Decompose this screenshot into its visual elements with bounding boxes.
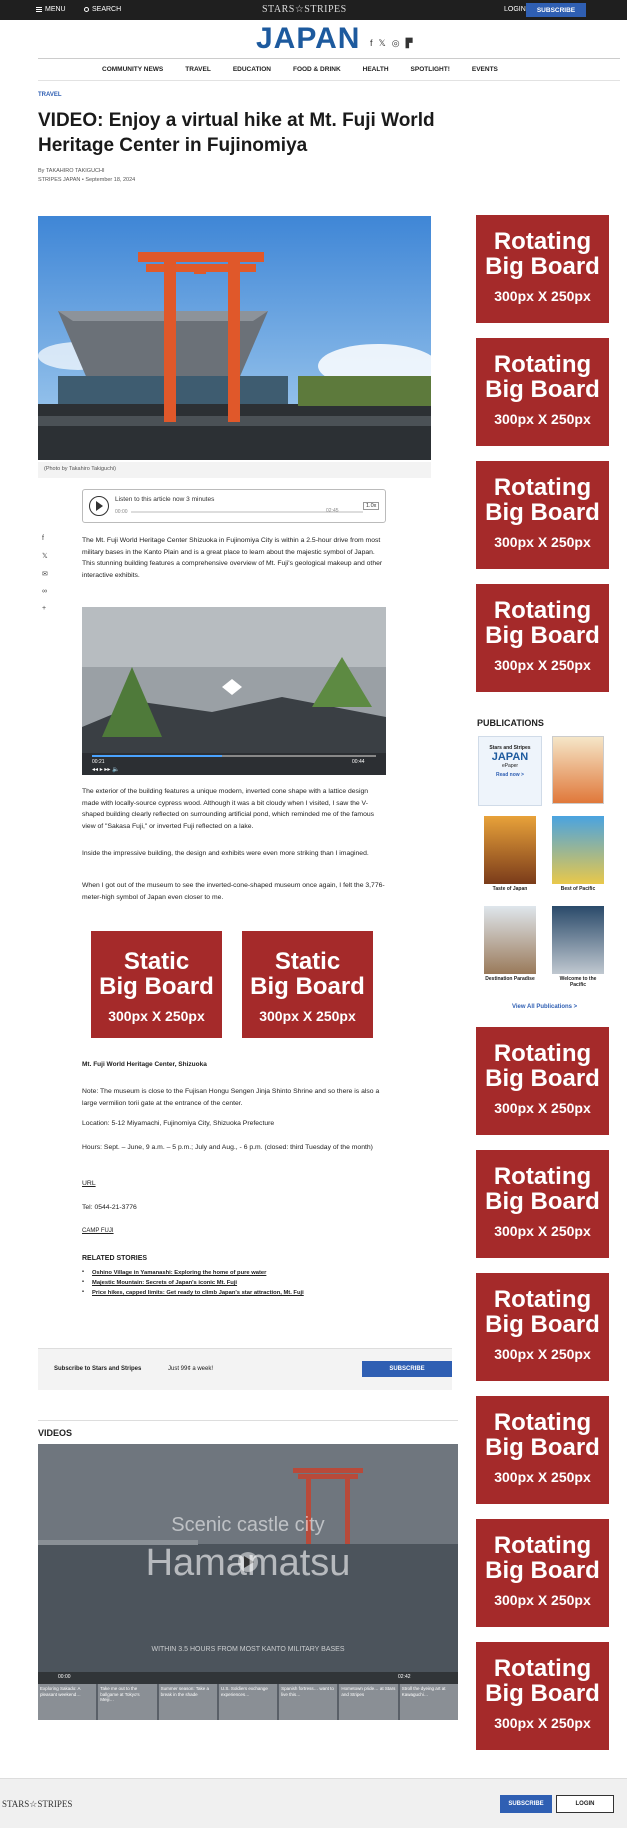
video-thumbnail[interactable]	[339, 1684, 397, 1720]
ad-label: Rotating	[493, 228, 592, 255]
rotating-ad[interactable]	[476, 338, 609, 446]
more-share-icon[interactable]: +	[42, 605, 47, 612]
article-video[interactable]	[82, 607, 386, 775]
video-thumbnails	[38, 1684, 458, 1720]
ad-label: Rotating	[493, 474, 592, 501]
videos-heading: VIDEOS	[38, 1428, 73, 1438]
hamburger-icon	[36, 7, 42, 12]
ad-label: Big Board	[485, 1434, 600, 1461]
info-heading: Mt. Fuji World Heritage Center, Shizuoka	[82, 1061, 207, 1068]
ad-label: Rotating	[493, 351, 592, 378]
ad-label: Big Board	[250, 973, 365, 1000]
static-ad[interactable]	[242, 931, 373, 1038]
epaper-cover[interactable]	[552, 736, 604, 804]
audio-duration: 02:45	[326, 508, 339, 514]
photo-caption: (Photo by Takahiro Takiguchi)	[38, 462, 431, 478]
paragraph: The exterior of the building features a unique modern, inverted cone shape with a lattice design made with locally-source cypress wood. Although it was a bit cloudy when I visited, I saw the V-shaped building clearly reflected on surrounding artificial pond, which reminded me of the famous view of "Sakasa Fuji," or inverted Fuji reflected on a lake.	[82, 788, 375, 830]
article-title: VIDEO: Enjoy a virtual hike at Mt. Fuji World Heritage Center in Fujinomiya	[38, 110, 435, 156]
epaper-brand: Stars and Stripes	[489, 745, 531, 751]
related-link[interactable]: • Oshino Village in Yamanashi: Exploring the home of pure water	[82, 1270, 402, 1276]
flipboard-icon[interactable]: ▛	[405, 38, 413, 48]
rotating-ad[interactable]	[476, 1027, 609, 1135]
email-share-icon[interactable]: ✉	[42, 571, 48, 578]
static-ad[interactable]	[91, 931, 222, 1038]
social-links	[370, 38, 413, 49]
video-thumbnail[interactable]	[219, 1684, 277, 1720]
ad-size: 300px X 250px	[494, 1715, 591, 1731]
ad-label: Static	[123, 948, 190, 975]
publication-best-of-pacific[interactable]	[552, 816, 604, 892]
publication-label: Taste of Japan	[492, 886, 528, 892]
related-link[interactable]: • Price hikes, capped limits: Get ready to climb Japan's star attraction, Mt. Fuji	[82, 1290, 402, 1296]
ad-label: Big Board	[99, 973, 214, 1000]
epaper-title: JAPAN	[491, 751, 529, 763]
publication-taste-of-japan[interactable]	[484, 816, 536, 892]
info-note: Note: The museum is close to the Fujisan Hongu Sengen Jinja Shinto Shrine and so there is also a large vermilion torii gate at the entrance of the center.	[82, 1088, 380, 1107]
nav-events[interactable]: EVENTS	[471, 66, 498, 73]
ad-size: 300px X 250px	[259, 1008, 356, 1024]
audio-player	[82, 489, 386, 523]
ad-label: Big Board	[485, 376, 600, 403]
related-heading: RELATED STORIES	[82, 1255, 148, 1262]
epaper-card[interactable]	[478, 736, 542, 806]
rotating-ad[interactable]	[476, 1519, 609, 1627]
ad-size: 300px X 250px	[494, 1592, 591, 1608]
footer-logo[interactable]: STARS☆STRIPES	[2, 1799, 73, 1809]
url-link[interactable]: URL	[82, 1180, 96, 1187]
thumbnail-title: Stroll the dyeing art at Kawaguchi…	[401, 1686, 446, 1697]
paragraph: When I got out of the museum to see the inverted-cone-shaped museum once again, I felt the 3,776-meter-high symbol of Japan even closer to me.	[82, 882, 385, 901]
info-tel: Tel: 0544-21-3776	[82, 1204, 137, 1211]
ad-size: 300px X 250px	[108, 1008, 205, 1024]
thumbnail-title: Hometown pride… at Stars and Stripes	[341, 1686, 396, 1697]
paragraph: Inside the impressive building, the design and exhibits were even more striking than I imagined.	[82, 850, 369, 857]
rotating-ad[interactable]	[476, 1273, 609, 1381]
video-thumbnail[interactable]	[38, 1684, 96, 1720]
ad-size: 300px X 250px	[494, 657, 591, 673]
nav-education[interactable]: EDUCATION	[232, 66, 271, 73]
ad-size: 300px X 250px	[494, 411, 591, 427]
ad-label: Rotating	[493, 1655, 592, 1682]
related-link[interactable]: • Majestic Mountain: Secrets of Japan's iconic Mt. Fuji	[82, 1280, 402, 1286]
info-hours: Hours: Sept. – June, 9 a.m. – 5 p.m.; July and Aug., - 6 p.m. (closed: third Tuesday of the month)	[82, 1144, 373, 1151]
rotating-ad[interactable]	[476, 1396, 609, 1504]
publisher-date: STRIPES JAPAN • September 18, 2024	[38, 177, 136, 183]
ad-label: Big Board	[485, 499, 600, 526]
video-thumbnail[interactable]	[98, 1684, 156, 1720]
search-label: SEARCH	[92, 6, 122, 13]
video-duration: 02:42	[398, 1674, 411, 1680]
speed-control[interactable]: 1.0x	[363, 502, 379, 510]
share-rail	[42, 535, 48, 612]
divider	[38, 58, 620, 59]
footer-login-button[interactable]: LOGIN	[556, 1795, 614, 1813]
ad-label: Rotating	[493, 1040, 592, 1067]
rotating-ad[interactable]	[476, 1642, 609, 1750]
publication-welcome-to-the-pacific[interactable]	[552, 906, 604, 988]
ad-label: Big Board	[485, 1557, 600, 1584]
play-icon[interactable]	[89, 496, 109, 516]
ad-label: Big Board	[485, 1065, 600, 1092]
menu-label: MENU	[45, 6, 66, 13]
thumbnail-title: Spanish fortress… want to live this…	[281, 1686, 334, 1697]
search-button[interactable]	[84, 6, 121, 13]
hero-image	[38, 216, 431, 460]
thumbnail-title: Exploring Sakado: A pleasant weekend…	[40, 1686, 81, 1697]
video-thumbnail[interactable]	[279, 1684, 337, 1720]
main-nav	[102, 66, 498, 73]
ad-label: Static	[274, 948, 341, 975]
site-logo[interactable]: STARS☆STRIPES	[262, 4, 347, 15]
sticky-footer	[0, 1778, 627, 1828]
publication-label: Welcome to the Pacific	[559, 976, 597, 988]
audio-current-time: 00:00	[115, 509, 128, 515]
author[interactable]: By TAKAHIRO TAKIGUCHI	[38, 168, 105, 174]
ad-size: 300px X 250px	[494, 1223, 591, 1239]
instagram-icon[interactable]: ◎	[391, 38, 400, 48]
video-thumbnail[interactable]	[159, 1684, 217, 1720]
x-icon[interactable]: 𝕏	[378, 38, 386, 48]
thumbnail-title: Take me out to the ballgame at Tokyo's Meiji…	[100, 1686, 140, 1702]
ad-size: 300px X 250px	[494, 1100, 591, 1116]
subscribe-price: Just 99¢ a week!	[168, 1366, 214, 1372]
facebook-share-icon[interactable]: f	[42, 535, 44, 542]
video-current-time: 00:21	[92, 759, 105, 765]
subscribe-band	[38, 1348, 452, 1390]
ad-size: 300px X 250px	[494, 1346, 591, 1362]
ad-label: Rotating	[493, 1409, 592, 1436]
top-bar	[0, 0, 627, 20]
video-current-time: 00:00	[58, 1674, 71, 1680]
ad-size: 300px X 250px	[494, 288, 591, 304]
ad-label: Big Board	[485, 622, 600, 649]
rotating-ad[interactable]	[476, 1150, 609, 1258]
audio-label: Listen to this article now 3 minutes	[115, 496, 215, 503]
facebook-icon[interactable]: f	[370, 38, 373, 48]
related-list	[82, 1270, 402, 1300]
ad-size: 300px X 250px	[494, 534, 591, 550]
paragraph: The Mt. Fuji World Heritage Center Shizuoka in Fujinomiya City is within a 2.5-hour drive from most military bases in the Kanto Plain and is a great place to learn about the majestic symbol of Japan. This stunning building features a comprehensive overview of Mt. Fuji's geological makeup and other interactive exhibits.	[82, 537, 383, 579]
section-brand[interactable]: JAPAN	[256, 22, 361, 55]
publication-label: Destination Paradise	[485, 976, 535, 982]
subscribe-text: Subscribe to Stars and Stripes	[54, 1366, 142, 1372]
rotating-ad[interactable]	[476, 461, 609, 569]
nav-spotlight[interactable]: SPOTLIGHT!	[410, 66, 450, 73]
divider	[38, 80, 620, 81]
video-overlay-title: Scenic castle city	[171, 1514, 325, 1536]
view-all-publications-link[interactable]: View All Publications >	[512, 1004, 578, 1010]
nav-health[interactable]: HEALTH	[362, 66, 389, 73]
nav-food-drink[interactable]: FOOD & DRINK	[292, 66, 341, 73]
video-controls[interactable]: ◂◂ ▸ ▸▸ 🔈	[92, 767, 120, 773]
link-share-icon[interactable]: ∞	[42, 588, 47, 595]
tag-link[interactable]: CAMP FUJI	[82, 1228, 114, 1234]
ad-label: Rotating	[493, 1286, 592, 1313]
info-location: Location: 5-12 Miyamachi, Fujinomiya City, Shizuoka Prefecture	[82, 1120, 275, 1127]
video-player[interactable]	[38, 1444, 458, 1720]
publication-destination-paradise[interactable]	[484, 906, 536, 982]
ad-label: Big Board	[485, 1188, 600, 1215]
ad-label: Rotating	[493, 1163, 592, 1190]
ad-label: Big Board	[485, 253, 600, 280]
section-tag[interactable]: TRAVEL	[38, 92, 62, 98]
nav-travel[interactable]: TRAVEL	[185, 66, 211, 73]
thumbnail-title: Summer season: Take a break in the shade	[160, 1686, 210, 1697]
x-share-icon[interactable]: 𝕏	[42, 553, 48, 560]
search-icon	[84, 7, 89, 12]
video-overlay-subtitle: WITHIN 3.5 HOURS FROM MOST KANTO MILITARY BASES	[151, 1646, 345, 1653]
epaper-sub: ePaper	[501, 763, 519, 769]
subscribe-band-button[interactable]: SUBSCRIBE	[362, 1361, 452, 1377]
epaper-cta[interactable]: Read now >	[496, 772, 524, 778]
ad-label: Big Board	[485, 1311, 600, 1338]
ad-label: Rotating	[493, 597, 592, 624]
footer-subscribe-button[interactable]: SUBSCRIBE	[500, 1795, 552, 1813]
ad-label: Big Board	[485, 1680, 600, 1707]
subscribe-button[interactable]: SUBSCRIBE	[526, 3, 586, 17]
rotating-ad[interactable]	[476, 215, 609, 323]
video-overlay-city: Hamamatsu	[145, 1542, 351, 1584]
thumbnail-title: U.S. Soldiers exchange experiences…	[220, 1686, 268, 1697]
video-duration: 00:44	[352, 759, 365, 765]
login-link[interactable]: LOGIN	[504, 6, 526, 13]
rotating-ad[interactable]	[476, 584, 609, 692]
publication-label: Best of Pacific	[560, 886, 596, 892]
video-thumbnail[interactable]	[400, 1684, 458, 1720]
menu-button[interactable]	[36, 6, 66, 13]
ad-size: 300px X 250px	[494, 1469, 591, 1485]
divider	[38, 1420, 458, 1421]
ad-label: Rotating	[493, 1532, 592, 1559]
nav-community-news[interactable]: COMMUNITY NEWS	[102, 66, 164, 73]
byline	[38, 167, 135, 185]
publications-heading: PUBLICATIONS	[477, 718, 544, 728]
